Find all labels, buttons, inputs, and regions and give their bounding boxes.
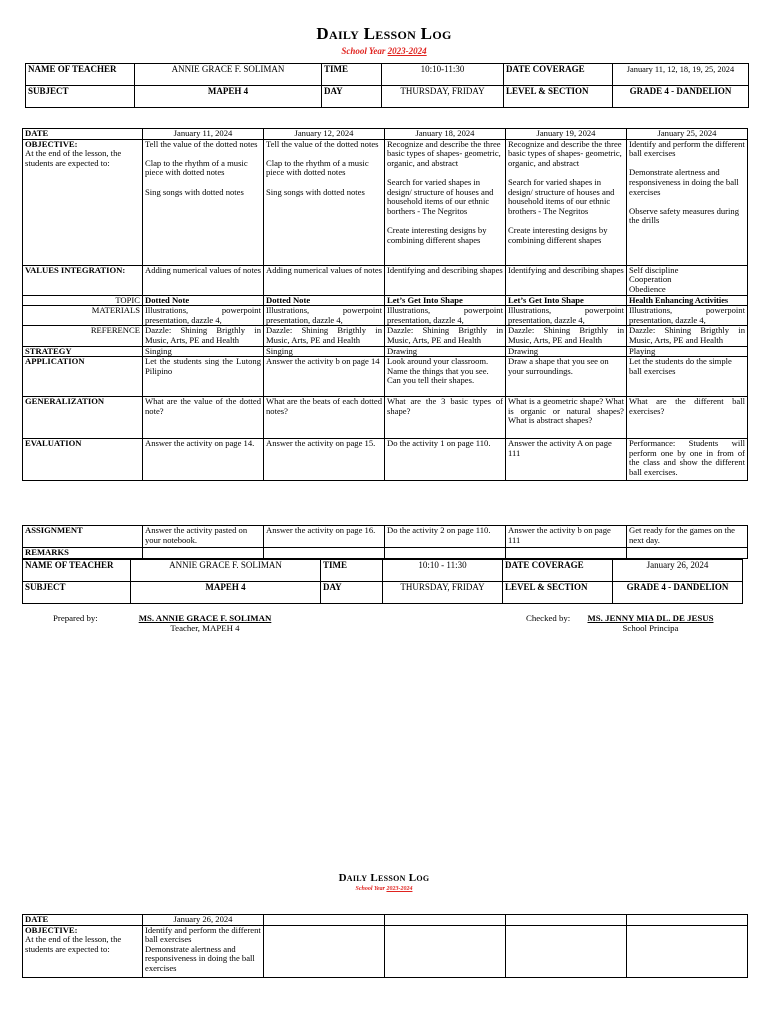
- reference-cell: Dazzle: Shining Brigthly in Music, Arts, PE and Health: [143, 326, 264, 346]
- assignment-cell: Answer the activity pasted on your notebook.: [143, 526, 264, 548]
- school-year-value: 2023-2024: [387, 46, 427, 56]
- remarks-row: [23, 548, 748, 559]
- generalization-cell: What are the beats of each dotted notes?: [264, 397, 385, 439]
- date-cell: January 11, 2024: [143, 129, 264, 140]
- values-cell: Identifying and describing shapes: [385, 265, 506, 295]
- reference-label: REFERENCE: [23, 326, 143, 346]
- topic-cell: Let’s Get Into Shape: [385, 295, 506, 306]
- objective-row: [23, 139, 748, 265]
- objective-label-cell: [23, 139, 143, 265]
- materials-cell: Illustrations, powerpoint presentation, dazzle 4,: [506, 306, 627, 326]
- checked-by-block: [578, 613, 723, 633]
- date-cell: January 12, 2024: [264, 129, 385, 140]
- strategy-label: STRATEGY: [23, 346, 143, 357]
- topic-cell: Health Enhancing Activities: [627, 295, 748, 306]
- strategy-cell: Singing: [143, 346, 264, 357]
- coverage-label: DATE COVERAGE: [504, 64, 613, 86]
- application-cell: Let the students do the simple ball exercises: [627, 357, 748, 397]
- teacher-value: ANNIE GRACE F. SOLIMAN: [135, 64, 322, 86]
- assignment-cell: Answer the activity b on page 111: [506, 526, 627, 548]
- date-label: DATE: [23, 915, 143, 926]
- objective-cell: [264, 925, 385, 977]
- checked-by-role: School Principa: [622, 623, 679, 633]
- time-value: 10:10 - 11:30: [383, 560, 503, 582]
- objective-cell: [506, 925, 627, 977]
- evaluation-label: EVALUATION: [23, 439, 143, 481]
- application-cell: Answer the activity b on page 14: [264, 357, 385, 397]
- level-label: LEVEL & SECTION: [504, 86, 613, 108]
- generalization-cell: What are the different ball exercises?: [627, 397, 748, 439]
- objective-row: [23, 925, 748, 977]
- objective-label: OBJECTIVE:: [25, 925, 78, 935]
- remarks-cell: [264, 548, 385, 559]
- strategy-cell: Singing: [264, 346, 385, 357]
- remarks-cell: [627, 548, 748, 559]
- topic-label: TOPIC: [23, 295, 143, 306]
- assignment-cell: Get ready for the games on the next day.: [627, 526, 748, 548]
- values-label: VALUES INTEGRATION:: [23, 265, 143, 295]
- objective-item: Search for varied shapes in design/ structure of houses and household items of our ethnic brothers - The Negritos: [508, 176, 615, 216]
- topic-row: [23, 295, 748, 306]
- topic-cell: Let’s Get Into Shape: [506, 295, 627, 306]
- teacher-label: NAME OF TEACHER: [26, 64, 135, 86]
- assignment-label: ASSIGNMENT: [23, 526, 143, 548]
- assignment-cell: Answer the activity on page 16.: [264, 526, 385, 548]
- values-row: [23, 265, 748, 295]
- objective-item: Search for varied shapes in design/ structure of houses and household items of our ethnic borthers - The Negritos: [387, 176, 494, 216]
- checked-by-label: Checked by:: [526, 613, 571, 623]
- objective-cell: [627, 925, 748, 977]
- date-row: [23, 915, 748, 926]
- reference-cell: Dazzle: Shining Brigthly in Music, Arts, PE and Health: [385, 326, 506, 346]
- remarks-cell: [506, 548, 627, 559]
- assignment-cell: Do the activity 2 on page 110.: [385, 526, 506, 548]
- strategy-cell: Drawing: [506, 346, 627, 357]
- generalization-label: GENERALIZATION: [23, 397, 143, 439]
- topic-cell: Dotted Note: [264, 295, 385, 306]
- generalization-cell: What are the 3 basic types of shape?: [385, 397, 506, 439]
- topic-cell: Dotted Note: [143, 295, 264, 306]
- coverage-value: January 26, 2024: [613, 560, 743, 582]
- objective-cell: [506, 139, 627, 265]
- time-label: TIME: [321, 560, 383, 582]
- date-row: [23, 129, 748, 140]
- objective-item: Create interesting designs by combining different shapes: [508, 224, 608, 245]
- evaluation-row: [23, 439, 748, 481]
- remarks-label: REMARKS: [23, 548, 143, 559]
- objective-item: Demonstrate alertness and responsiveness in doing the ball exercises: [145, 943, 255, 973]
- prepared-by-block: [120, 613, 290, 633]
- objective-item: Identify and perform the different ball exercises: [629, 139, 745, 159]
- time-label: TIME: [322, 64, 382, 86]
- reference-row: [23, 326, 748, 346]
- teacher-label: NAME OF TEACHER: [23, 560, 131, 582]
- school-year: [0, 46, 768, 56]
- values-cell: Adding numerical values of notes: [264, 265, 385, 295]
- objective-item: Create interesting designs by combining different shapes: [387, 224, 487, 245]
- objective-item: Sing songs with dotted notes: [145, 186, 244, 197]
- subject-value: MAPEH 4: [135, 86, 322, 108]
- values-item: Obedience: [629, 283, 666, 294]
- prepared-by-name: MS. ANNIE GRACE F. SOLIMAN: [138, 613, 272, 623]
- date-cell: [627, 915, 748, 926]
- objective-item: Demonstrate alertness and responsiveness in doing the ball exercises: [629, 167, 739, 197]
- objective-cell: [385, 925, 506, 977]
- page-title-2: Daily Lesson Log: [338, 872, 430, 884]
- values-item: Cooperation: [629, 274, 672, 285]
- objective-sub: At the end of the lesson, the students are expected to:: [25, 934, 122, 954]
- school-year-value: 2023-2024: [386, 886, 413, 892]
- strategy-cell: Drawing: [385, 346, 506, 357]
- checked-by-name: MS. JENNY MIA DL. DE JESUS: [587, 613, 714, 623]
- evaluation-cell: Performance: Students will perform one by one in from of the class and show the different ball exercises.: [627, 439, 748, 481]
- generalization-cell: What are the value of the dotted note?: [143, 397, 264, 439]
- date-cell: [506, 915, 627, 926]
- values-cell: [627, 265, 748, 295]
- teacher-value: ANNIE GRACE F. SOLIMAN: [131, 560, 321, 582]
- date-cell: January 19, 2024: [506, 129, 627, 140]
- objective-cell: [264, 139, 385, 265]
- day-value: THURSDAY, FRIDAY: [383, 582, 503, 604]
- objective-cell: [385, 139, 506, 265]
- materials-cell: Illustrations, powerpoint presentation, dazzle 4,: [143, 306, 264, 326]
- objective-item: Tell the value of the dotted notes: [145, 139, 258, 149]
- objective-cell: [143, 139, 264, 265]
- school-year-2: [0, 886, 768, 892]
- subject-value: MAPEH 4: [131, 582, 321, 604]
- values-item: Self discipline: [629, 265, 679, 275]
- date-cell: January 18, 2024: [385, 129, 506, 140]
- remarks-cell: [385, 548, 506, 559]
- lesson-table: [22, 128, 748, 481]
- teacher-info-table: [25, 63, 749, 108]
- remarks-cell: [143, 548, 264, 559]
- strategy-row: [23, 346, 748, 357]
- date-cell: January 25, 2024: [627, 129, 748, 140]
- objective-item: Clap to the rhythm of a music piece with dotted notes: [145, 157, 248, 178]
- materials-cell: Illustrations, powerpoint presentation, dazzle 4,: [385, 306, 506, 326]
- reference-cell: Dazzle: Shining Brigthly in Music, Arts, PE and Health: [506, 326, 627, 346]
- assignment-row: [23, 526, 748, 548]
- prepared-by-label: Prepared by:: [53, 613, 98, 623]
- objective-item: Clap to the rhythm of a music piece with dotted notes: [266, 157, 369, 178]
- teacher-info-table-2: [22, 559, 743, 604]
- day-label: DAY: [322, 86, 382, 108]
- objective-cell: [143, 925, 264, 977]
- evaluation-cell: Answer the activity A on page 111: [506, 439, 627, 481]
- coverage-value: January 11, 12, 18, 19, 25, 2024: [613, 64, 749, 86]
- evaluation-cell: Answer the activity on page 15.: [264, 439, 385, 481]
- date-cell: [264, 915, 385, 926]
- objective-item: Sing songs with dotted notes: [266, 186, 365, 197]
- school-year-label: School Year: [355, 886, 385, 892]
- date-cell: [385, 915, 506, 926]
- evaluation-cell: Do the activity 1 on page 110.: [385, 439, 506, 481]
- application-cell: Look around your classroom. Name the things that you see. Can you tell their shapes.: [385, 357, 506, 397]
- strategy-cell: Playing: [627, 346, 748, 357]
- assignment-table: [22, 525, 748, 559]
- objective-item: Observe safety measures during the drills: [629, 205, 740, 226]
- level-value: GRADE 4 - DANDELION: [613, 582, 743, 604]
- date-label: DATE: [23, 129, 143, 140]
- page-title: Daily Lesson Log: [316, 24, 452, 43]
- materials-cell: Illustrations, powerpoint presentation, dazzle 4,: [264, 306, 385, 326]
- application-label: APPLICATION: [23, 357, 143, 397]
- lesson-table-2: [22, 914, 748, 978]
- objective-sub: At the end of the lesson, the students are expected to:: [25, 148, 122, 168]
- values-cell: Adding numerical values of notes: [143, 265, 264, 295]
- subject-label: SUBJECT: [26, 86, 135, 108]
- application-row: [23, 357, 748, 397]
- subject-label: SUBJECT: [23, 582, 131, 604]
- reference-cell: Dazzle: Shining Brigthly in Music, Arts, PE and Health: [264, 326, 385, 346]
- objective-cell: [627, 139, 748, 265]
- generalization-row: [23, 397, 748, 439]
- objective-item: Recognize and describe the three basic types of shapes- geometric, organic, and abstract: [508, 139, 622, 168]
- objective-label: OBJECTIVE:: [25, 139, 78, 149]
- evaluation-cell: Answer the activity on page 14.: [143, 439, 264, 481]
- level-value: GRADE 4 - DANDELION: [613, 86, 749, 108]
- materials-row: [23, 306, 748, 326]
- materials-cell: Illustrations, powerpoint presentation, dazzle 4,: [627, 306, 748, 326]
- values-cell: Identifying and describing shapes: [506, 265, 627, 295]
- objective-item: Identify and perform the different ball exercises: [145, 925, 261, 945]
- generalization-cell: What is a geometric shape? What is organic or natural shapes? What is abstract shapes?: [506, 397, 627, 439]
- date-cell: January 26, 2024: [143, 915, 264, 926]
- objective-item: Tell the value of the dotted notes: [266, 139, 379, 149]
- objective-item: Recognize and describe the three basic types of shapes- geometric, organic, and abstract: [387, 139, 501, 168]
- materials-label: MATERIALS: [23, 306, 143, 326]
- day-value: THURSDAY, FRIDAY: [382, 86, 504, 108]
- school-year-label: School Year: [341, 46, 386, 56]
- application-cell: Let the students sing the Lutong Pilipino: [143, 357, 264, 397]
- application-cell: Draw a shape that you see on your surroundings.: [506, 357, 627, 397]
- prepared-by-role: Teacher, MAPEH 4: [170, 623, 240, 633]
- time-value: 10:10-11:30: [382, 64, 504, 86]
- reference-cell: Dazzle: Shining Brigthly in Music, Arts, PE and Health: [627, 326, 748, 346]
- level-label: LEVEL & SECTION: [503, 582, 613, 604]
- day-label: DAY: [321, 582, 383, 604]
- objective-label-cell: [23, 925, 143, 977]
- coverage-label: DATE COVERAGE: [503, 560, 613, 582]
